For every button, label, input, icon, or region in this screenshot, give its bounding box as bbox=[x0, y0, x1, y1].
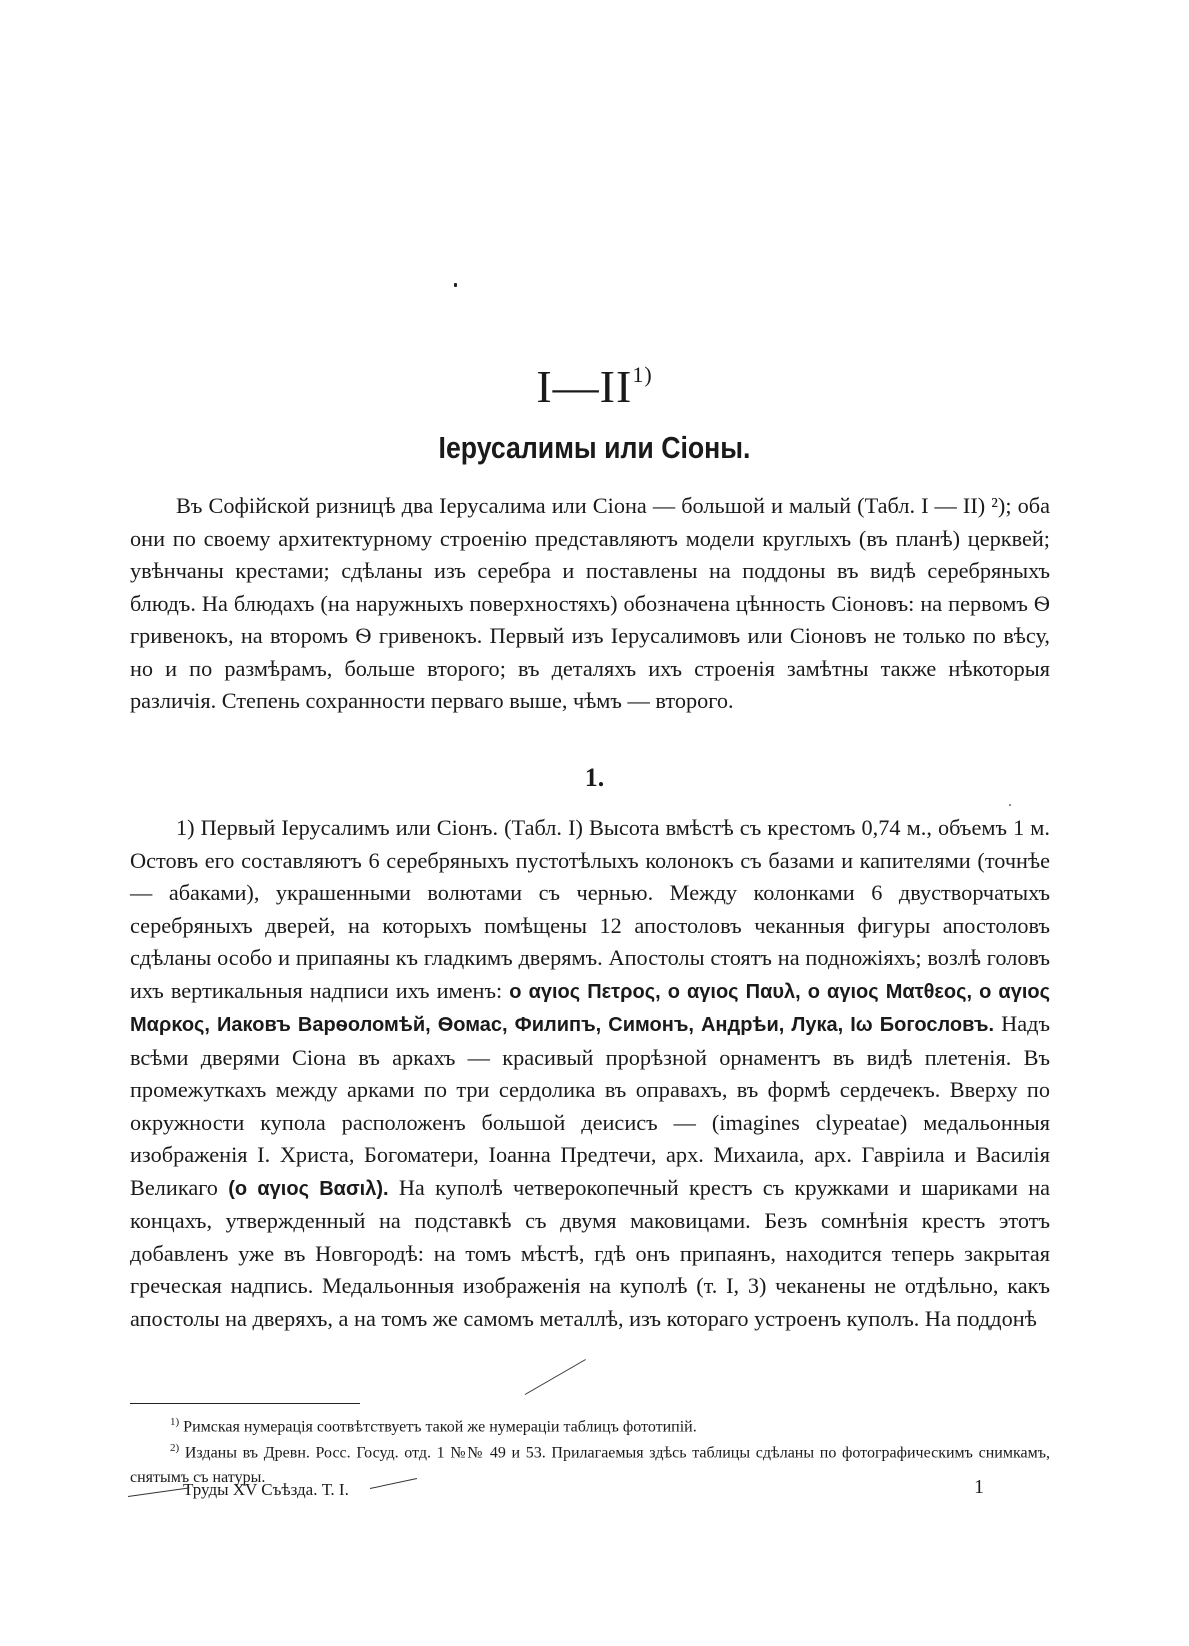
apostle-names-inscription: ο αγιος Πετρος, ο αγιος Παυλ, ο αγιος Ματθεος, ο αγιος Μαρκος, Иаковъ Варѳоломѣй, Ѳомас, Филипъ, Симонъ, Андрѣи, Лука, Іω Богословъ. bbox=[130, 980, 1051, 1036]
chapter-subtitle: Іерусалимы или Сіоны. bbox=[438, 430, 751, 465]
section-text-middle: Надъ всѣми дверями Сіона въ аркахъ — красивый прорѣзной орнаментъ въ видѣ плетенія. Въ промежуткахъ между арками по три сердолика въ оправахъ, въ формѣ сердечекъ. Вверху по окружности купола расположенъ большой деисисъ — (imagines clypeatae) медальонныя изображенія І. Христа, Богоматери, Іоанна Предтечи, арх. Михаила, арх. Гавріила и Василія Великаго bbox=[130, 1011, 1050, 1200]
intro-paragraph: Въ Софійской ризницѣ два Іерусалима или Сіона — большой и малый (Табл. I — II) ²); оба они по своему архитектурному строенію представляютъ модели круглыхъ (въ планѣ) церквей; увѣнчаны крестами; сдѣланы изъ серебра и поставлены на поддоны въ видѣ серебряныхъ блюдъ. На блюдахъ (на наружныхъ поверхностяхъ) обозначена цѣнность Сіоновъ: на первомъ Ѳ гривенокъ, на второмъ Ѳ гривенокъ. Первый изъ Іерусалимовъ или Сіоновъ не только по вѣсу, но и по размѣрамъ, больше второго; въ деталяхъ ихъ строенія замѣтны также нѣкоторыя различія. Степень сохранности перваго выше, чѣмъ — второго. bbox=[130, 493, 1050, 713]
chapter-numeral bbox=[0, 360, 1189, 413]
footnote-1-mark: 1) bbox=[170, 1416, 180, 1428]
section-paragraph bbox=[130, 812, 1050, 1335]
section-text-start: 1) Первый Іерусалимъ или Сіонъ. (Табл. I) Высота вмѣстѣ съ крестомъ 0,74 м., объемъ 1 м. Остовъ его составляютъ 6 серебряныхъ пустотѣлыхъ колонокъ съ базами и капителями (точнѣе — абаками), украшенными волютами съ чернью. Между колонками 6 двустворчатыхъ серебряныхъ дверей, на которыхъ помѣщены 12 апостоловъ чеканныя фигуры апостоловъ сдѣланы особо и припаяны къ гладкимъ дверямъ. Апостолы стоятъ на подножіяхъ; возлѣ головъ ихъ вертикальныя надписи ихъ именъ: bbox=[130, 815, 1050, 1003]
section-text-end: На куполѣ четверокопечный крестъ съ кружками и шариками на концахъ, утвержденный на подставкѣ съ двумя маковицами. Безъ сомнѣнія крестъ этотъ добавленъ уже въ Новгородѣ: на томъ мѣстѣ, гдѣ онъ припаянъ, находится теперь закрытая греческая надпись. Медальонныя изображенія на куполѣ (т. I, 3) чеканены не отдѣльно, какъ апостолы на дверяхъ, а на томъ же самомъ металлѣ, изъ котораго устроенъ куполъ. На поддонѣ bbox=[130, 1174, 1051, 1331]
signature-line: Труды XV Съѣзда. Т. I. bbox=[183, 1480, 349, 1499]
vasily-inscription: (ο αγιος Βασιλ). bbox=[228, 1177, 389, 1200]
print-speck bbox=[454, 283, 457, 287]
footnote-1-text: Римская нумерація соотвѣтствуетъ такой же нумераціи таблицъ фототипій. bbox=[183, 1418, 697, 1436]
page-number: 1 bbox=[974, 1476, 984, 1498]
footnote-1 bbox=[130, 1410, 1050, 1439]
footnote-divider bbox=[130, 1403, 360, 1404]
print-speck bbox=[1009, 804, 1011, 806]
footnote-2-text: Изданы въ Древн. Росс. Госуд. отд. 1 №№ 49 и 53. Прилагаемыя здѣсь таблицы сдѣланы по фотографическимъ снимкамъ, снятымъ съ натуры. bbox=[130, 1444, 1050, 1487]
chapter-numeral-text: I—II bbox=[536, 361, 633, 412]
section-number: 1. bbox=[584, 763, 605, 792]
pen-stroke bbox=[525, 1359, 586, 1395]
chapter-numeral-footnote-mark: 1) bbox=[632, 362, 653, 387]
footnote-2-mark: 2) bbox=[170, 1442, 180, 1454]
